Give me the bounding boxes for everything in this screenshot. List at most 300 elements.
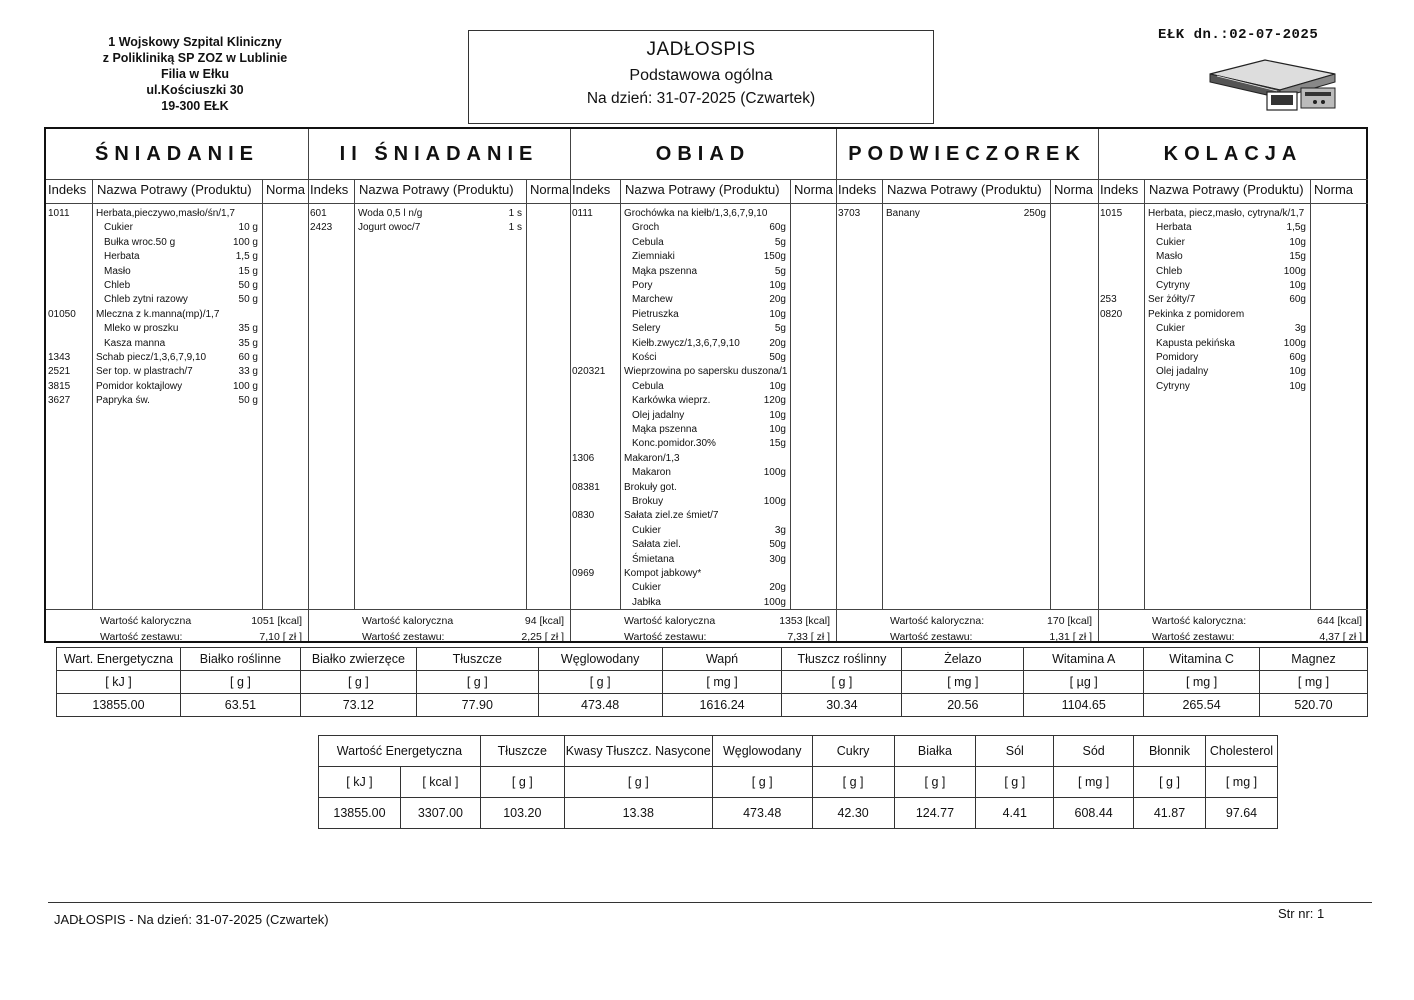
item-norm: 50g [769, 352, 786, 363]
meal-item-row [570, 337, 836, 351]
norm-header: Norma [530, 182, 570, 197]
kcal-value: 1051 [kcal] [251, 615, 302, 627]
column-headers [836, 179, 1098, 204]
item-norm: 100g [1283, 265, 1306, 277]
item-norm: 33 g [238, 366, 258, 378]
nutrition-unit-row [57, 671, 1368, 694]
header-cell: Kwasy Tłuszcz. Nasycone [564, 736, 712, 767]
item-name: Chleb [104, 280, 131, 291]
meal-item-row [46, 293, 308, 307]
item-index: 3815 [48, 380, 71, 392]
meal-item-row [570, 524, 836, 538]
meal-item-row [570, 538, 836, 552]
kcal-label: Wartość kaloryczna [100, 615, 192, 627]
meal-item-row [1098, 308, 1368, 322]
item-name: Makaron/1,3 [624, 452, 680, 464]
header-cell: Błonnik [1134, 736, 1206, 767]
item-name: Cukier [104, 222, 133, 234]
item-norm: 5g [774, 236, 786, 248]
item-name: Herbata, piecz,masło, cytryna/k/1,7 [1148, 208, 1305, 219]
item-norm: 250g [1023, 208, 1046, 219]
column-headers [308, 179, 570, 204]
item-name: Cebula [632, 380, 664, 392]
kcal-value: 644 [kcal] [1317, 615, 1362, 627]
value-cell: 265.54 [1144, 694, 1260, 717]
meal-item-row [308, 207, 570, 221]
item-name: Groch [632, 222, 660, 234]
header-cell: Sód [1054, 736, 1134, 767]
meal-item-row [46, 351, 308, 365]
cost-value: 4,37 [ zł ] [1319, 631, 1362, 643]
meal-item-row [570, 466, 836, 480]
item-name: Olej jadalny [632, 409, 685, 421]
header-cell: Wartość Energetyczna [319, 736, 481, 767]
item-norm: 30g [769, 553, 786, 565]
item-norm: 100 g [232, 380, 258, 392]
meal-item-row [1098, 380, 1368, 394]
meal-summary [46, 609, 308, 641]
value-cell: 20.56 [902, 694, 1024, 717]
item-norm: 1 s [508, 222, 522, 234]
item-name: Pory [632, 280, 653, 291]
meal-column [46, 129, 309, 641]
unit-cell: [ g ] [300, 671, 416, 694]
meal-item-row [46, 207, 308, 221]
meal-item-row [46, 365, 308, 379]
norm-header: Norma [266, 182, 306, 197]
item-norm: 1,5g [1286, 222, 1306, 234]
kcal-label: Wartość kaloryczna: [1152, 615, 1247, 627]
meal-item-row [1098, 293, 1368, 307]
item-norm: 15g [769, 438, 786, 450]
meal-item-row [1098, 337, 1368, 351]
item-name: Ser żółty/7 [1148, 294, 1196, 306]
value-cell: 103.20 [480, 798, 564, 829]
name-header: Nazwa Potrawy (Produktu) [359, 182, 514, 197]
item-norm: 150g [763, 251, 786, 263]
name-header: Nazwa Potrawy (Produktu) [1149, 182, 1304, 197]
meal-items [46, 203, 308, 609]
meal-column [570, 129, 837, 641]
name-header: Nazwa Potrawy (Produktu) [97, 182, 252, 197]
value-cell: 77.90 [416, 694, 538, 717]
item-name: Herbata [104, 251, 140, 263]
item-name: Brokuły got. [624, 481, 677, 493]
item-norm: 10g [769, 424, 786, 435]
item-index: 0969 [572, 568, 595, 579]
item-name: Makaron [632, 467, 671, 479]
item-norm: 50g [769, 539, 786, 551]
meal-item-row [570, 567, 836, 581]
item-name: Chleb zytni razowy [104, 294, 188, 306]
item-norm: 50 g [238, 395, 258, 407]
hospital-line: 19-300 EŁK [161, 99, 229, 113]
value-cell: 63.51 [180, 694, 300, 717]
unit-cell: [ g ] [712, 767, 812, 798]
value-cell: 520.70 [1260, 694, 1368, 717]
value-cell: 1104.65 [1024, 694, 1144, 717]
item-name: Cytryny [1156, 280, 1190, 291]
meal-item-row [570, 596, 836, 610]
item-norm: 10g [1289, 366, 1306, 378]
meal-column [1098, 129, 1368, 641]
item-norm: 60g [1289, 294, 1306, 306]
cost-value: 2,25 [ zł ] [521, 631, 564, 643]
item-norm: 10g [769, 409, 786, 421]
value-cell: 73.12 [300, 694, 416, 717]
nutrition-table-2 [318, 735, 1278, 829]
item-name: Cytryny [1156, 380, 1190, 392]
meal-title: KOLACJA [1098, 129, 1368, 180]
meal-item-row [570, 452, 836, 466]
header-cell: Białko zwierzęce [300, 648, 416, 671]
item-norm: 5g [774, 265, 786, 277]
item-name: Kompot jabkowy* [624, 568, 702, 579]
item-norm: 50 g [238, 280, 258, 291]
item-norm: 5g [774, 323, 786, 335]
value-cell: 13855.00 [319, 798, 401, 829]
item-name: Cukier [632, 582, 661, 594]
item-norm: 60g [1289, 352, 1306, 363]
index-header: Indeks [572, 182, 611, 197]
unit-cell: [ g ] [894, 767, 976, 798]
unit-cell: [ mg ] [1205, 767, 1277, 798]
item-norm: 35 g [238, 337, 258, 349]
meal-item-row [1098, 250, 1368, 264]
item-norm: 100g [763, 496, 786, 507]
item-index: 601 [310, 208, 327, 219]
header-cell: Tłuszcze [416, 648, 538, 671]
meal-item-row [570, 265, 836, 279]
meal-item-row [570, 293, 836, 307]
item-norm: 3g [774, 524, 786, 536]
item-name: Jabłka [632, 596, 661, 608]
item-norm: 100g [763, 596, 786, 608]
item-norm: 10g [769, 280, 786, 291]
item-name: Grochówka na kiełb/1,3,6,7,9,10 [624, 208, 768, 219]
meal-column [836, 129, 1099, 641]
value-cell: 473.48 [538, 694, 662, 717]
meal-item-row [1098, 279, 1368, 293]
meal-item-row [570, 308, 836, 322]
unit-cell: [ µg ] [1024, 671, 1144, 694]
header-cell: Węglowodany [538, 648, 662, 671]
value-cell: 30.34 [782, 694, 902, 717]
nutrition-header-row [57, 648, 1368, 671]
computer-book-illustration [1205, 52, 1340, 112]
item-norm: 50 g [238, 294, 258, 306]
meal-item-row [570, 437, 836, 451]
meal-item-row [1098, 265, 1368, 279]
item-name: Wieprzowina po sapersku duszona/1 [624, 366, 788, 378]
unit-cell: [ g ] [538, 671, 662, 694]
nutrition-value-row [57, 694, 1368, 717]
index-header: Indeks [838, 182, 877, 197]
item-index: 1306 [572, 452, 595, 464]
item-norm: 120g [763, 395, 786, 407]
footer-text: JADŁOSPIS - Na dzień: 31-07-2025 (Czwartek) [54, 912, 329, 927]
item-name: Śmietana [632, 553, 675, 565]
item-name: Kapusta pekińska [1156, 337, 1235, 349]
meal-item-row [1098, 236, 1368, 250]
meal-table [44, 127, 1368, 643]
value-cell: 124.77 [894, 798, 976, 829]
item-name: Selery [632, 323, 661, 335]
unit-cell: [ mg ] [902, 671, 1024, 694]
header-cell: Cholesterol [1205, 736, 1277, 767]
item-name: Ser top. w plastrach/7 [96, 366, 193, 378]
meal-summary [308, 609, 570, 641]
item-name: Mąka pszenna [632, 265, 698, 277]
meal-items [1098, 203, 1368, 609]
meal-item-row [570, 553, 836, 567]
item-name: Jogurt owoc/7 [358, 222, 421, 234]
item-name: Pekinka z pomidorem [1148, 308, 1245, 320]
header-cell: Sól [976, 736, 1054, 767]
value-cell: 13855.00 [57, 694, 181, 717]
meal-summary [836, 609, 1098, 641]
cost-label: Wartość zestawu: [1152, 631, 1235, 643]
value-cell: 4.41 [976, 798, 1054, 829]
menu-date: Na dzień: 31-07-2025 (Czwartek) [586, 90, 816, 107]
meal-summary [1098, 609, 1368, 641]
unit-cell: [ g ] [180, 671, 300, 694]
cost-value: 7,10 [ zł ] [259, 631, 302, 643]
norm-header: Norma [1054, 182, 1094, 197]
unit-cell: [ g ] [1134, 767, 1206, 798]
document-title: JADŁOSPIS [646, 39, 756, 60]
meal-item-row [46, 308, 308, 322]
index-header: Indeks [1100, 182, 1139, 197]
hospital-line: z Polikliniką SP ZOZ w Lublinie [102, 51, 288, 65]
nutrition-table-1 [56, 647, 1368, 717]
item-norm: 20g [769, 337, 786, 349]
item-name: Schab piecz/1,3,6,7,9,10 [96, 352, 207, 363]
item-norm: 60g [769, 222, 786, 234]
item-index: 1011 [48, 208, 70, 219]
item-name: Konc.pomidor.30% [632, 438, 716, 450]
item-norm: 10g [1289, 236, 1306, 248]
item-name: Karkówka wieprz. [632, 395, 711, 407]
cost-value: 1,31 [ zł ] [1049, 631, 1092, 643]
item-name: Marchew [632, 294, 673, 306]
item-name: Cukier [632, 524, 661, 536]
meal-items [308, 203, 570, 609]
norm-header: Norma [794, 182, 834, 197]
unit-cell: [ mg ] [1260, 671, 1368, 694]
item-name: Chleb [1156, 265, 1183, 277]
meal-item-row [570, 581, 836, 595]
meal-item-row [570, 394, 836, 408]
item-name: Cebula [632, 236, 664, 248]
column-headers [46, 179, 308, 204]
item-index: 1015 [1100, 208, 1123, 219]
cost-value: 7,33 [ zł ] [787, 631, 830, 643]
item-name: Mleczna z k.manna(mp)/1,7 [96, 308, 220, 320]
item-name: Pomidory [1156, 352, 1199, 363]
unit-cell: [ kcal ] [400, 767, 480, 798]
item-index: 1343 [48, 352, 71, 363]
item-name: Herbata,pieczywo,masło/śn/1,7 [96, 208, 235, 219]
item-name: Ziemniaki [632, 251, 675, 263]
hospital-line: ul.Kościuszki 30 [146, 83, 244, 97]
meal-item-row [570, 365, 836, 379]
item-norm: 15 g [238, 265, 258, 277]
item-index: 01050 [48, 308, 76, 320]
item-index: 3627 [48, 395, 71, 407]
item-name: Banany [886, 208, 920, 219]
item-index: 3703 [838, 208, 861, 219]
diet-name: Podstawowa ogólna [629, 67, 773, 84]
value-cell: 13.38 [564, 798, 712, 829]
meal-item-row [1098, 365, 1368, 379]
meal-item-row [1098, 322, 1368, 336]
header-cell: Witamina A [1024, 648, 1144, 671]
meal-item-row [46, 337, 308, 351]
item-norm: 20g [769, 294, 786, 306]
header-cell: Witamina C [1144, 648, 1260, 671]
meal-column [308, 129, 571, 641]
header-cell: Białko roślinne [180, 648, 300, 671]
item-norm: 15g [1289, 251, 1306, 263]
unit-cell: [ g ] [976, 767, 1054, 798]
header-cell: Cukry [812, 736, 894, 767]
cost-label: Wartość zestawu: [100, 631, 183, 643]
value-cell: 97.64 [1205, 798, 1277, 829]
header-cell: Białka [894, 736, 976, 767]
value-cell: 1616.24 [662, 694, 782, 717]
unit-cell: [ g ] [782, 671, 902, 694]
meal-item-row [570, 322, 836, 336]
header-cell: Wart. Energetyczna [57, 648, 181, 671]
kcal-value: 170 [kcal] [1047, 615, 1092, 627]
item-norm: 60 g [238, 352, 258, 363]
meal-item-row [570, 351, 836, 365]
item-name: Kości [632, 352, 657, 363]
header-cell: Tłuszcz roślinny [782, 648, 902, 671]
item-norm: 100g [763, 467, 786, 479]
item-norm: 10 g [238, 222, 258, 234]
unit-cell: [ mg ] [662, 671, 782, 694]
meal-item-row [570, 423, 836, 437]
unit-cell: [ mg ] [1054, 767, 1134, 798]
header-cell: Tłuszcze [480, 736, 564, 767]
item-name: Woda 0,5 l n/g [358, 208, 423, 219]
title-box [468, 30, 934, 124]
item-name: Cukier [1156, 236, 1185, 248]
hospital-address [80, 34, 310, 114]
kcal-label: Wartość kaloryczna [624, 615, 716, 627]
issue-date: EŁK dn.:02-07-2025 [1158, 27, 1319, 43]
nutrition-unit-row [319, 767, 1278, 798]
item-name: Sałata ziel.ze śmiet/7 [624, 510, 719, 522]
meal-item-row [46, 236, 308, 250]
header-cell: Wapń [662, 648, 782, 671]
meal-title: PODWIECZOREK [836, 129, 1098, 180]
meal-item-row [46, 380, 308, 394]
meal-item-row [46, 322, 308, 336]
item-name: Cukier [1156, 323, 1185, 335]
item-norm: 10g [1289, 380, 1306, 392]
unit-cell: [ mg ] [1144, 671, 1260, 694]
item-name: Pomidor koktajlowy [96, 380, 183, 392]
column-headers [570, 179, 836, 204]
norm-header: Norma [1314, 182, 1354, 197]
unit-cell: [ kJ ] [319, 767, 401, 798]
item-name: Mąka pszenna [632, 424, 698, 435]
item-index: 0111 [572, 208, 593, 219]
footer-divider [48, 902, 1372, 903]
meal-item-row [836, 207, 1098, 221]
unit-cell: [ g ] [416, 671, 538, 694]
meal-item-row [46, 250, 308, 264]
value-cell: 42.30 [812, 798, 894, 829]
cost-label: Wartość zestawu: [890, 631, 973, 643]
item-name: Pietruszka [632, 308, 679, 320]
meal-item-row [46, 265, 308, 279]
item-norm: 10g [1289, 280, 1306, 291]
header-cell: Magnez [1260, 648, 1368, 671]
item-index: 0830 [572, 510, 595, 522]
cost-label: Wartość zestawu: [624, 631, 707, 643]
meal-item-row [570, 207, 836, 221]
item-norm: 1,5 g [235, 251, 258, 263]
cost-label: Wartość zestawu: [362, 631, 445, 643]
value-cell: 608.44 [1054, 798, 1134, 829]
nutrition-header-row [319, 736, 1278, 767]
meal-item-row [570, 236, 836, 250]
item-name: Olej jadalny [1156, 366, 1209, 378]
item-name: Masło [104, 265, 131, 277]
item-name: Kiełb.zwycz/1,3,6,7,9,10 [632, 337, 740, 349]
item-index: 0820 [1100, 308, 1123, 320]
name-header: Nazwa Potrawy (Produktu) [887, 182, 1042, 197]
item-norm: 100 g [232, 236, 258, 248]
kcal-label: Wartość kaloryczna: [890, 615, 985, 627]
name-header: Nazwa Potrawy (Produktu) [625, 182, 780, 197]
meal-item-row [570, 409, 836, 423]
meal-item-row [570, 380, 836, 394]
item-index: 2423 [310, 222, 333, 234]
value-cell: 473.48 [712, 798, 812, 829]
item-name: Bułka wroc.50 g [104, 236, 176, 248]
item-name: Brokuy [632, 496, 664, 507]
kcal-value: 1353 [kcal] [779, 615, 830, 627]
item-index: 2521 [48, 366, 71, 378]
kcal-label: Wartość kaloryczna [362, 615, 454, 627]
item-name: Masło [1156, 251, 1183, 263]
item-norm: 35 g [238, 323, 258, 335]
meal-item-row [1098, 207, 1368, 221]
meal-item-row [46, 394, 308, 408]
meal-title: II ŚNIADANIE [308, 129, 570, 180]
meal-items [570, 203, 836, 609]
value-cell: 41.87 [1134, 798, 1206, 829]
hospital-line: Filia w Ełku [160, 67, 230, 81]
index-header: Indeks [310, 182, 349, 197]
header-cell: Żelazo [902, 648, 1024, 671]
value-cell: 3307.00 [400, 798, 480, 829]
item-index: 08381 [572, 481, 600, 493]
meal-items [836, 203, 1098, 609]
item-name: Herbata [1156, 222, 1192, 234]
unit-cell: [ g ] [480, 767, 564, 798]
item-norm: 100g [1283, 337, 1306, 349]
meal-item-row [46, 279, 308, 293]
item-name: Papryka św. [96, 395, 150, 407]
nutrition-value-row [319, 798, 1278, 829]
meal-item-row [570, 279, 836, 293]
